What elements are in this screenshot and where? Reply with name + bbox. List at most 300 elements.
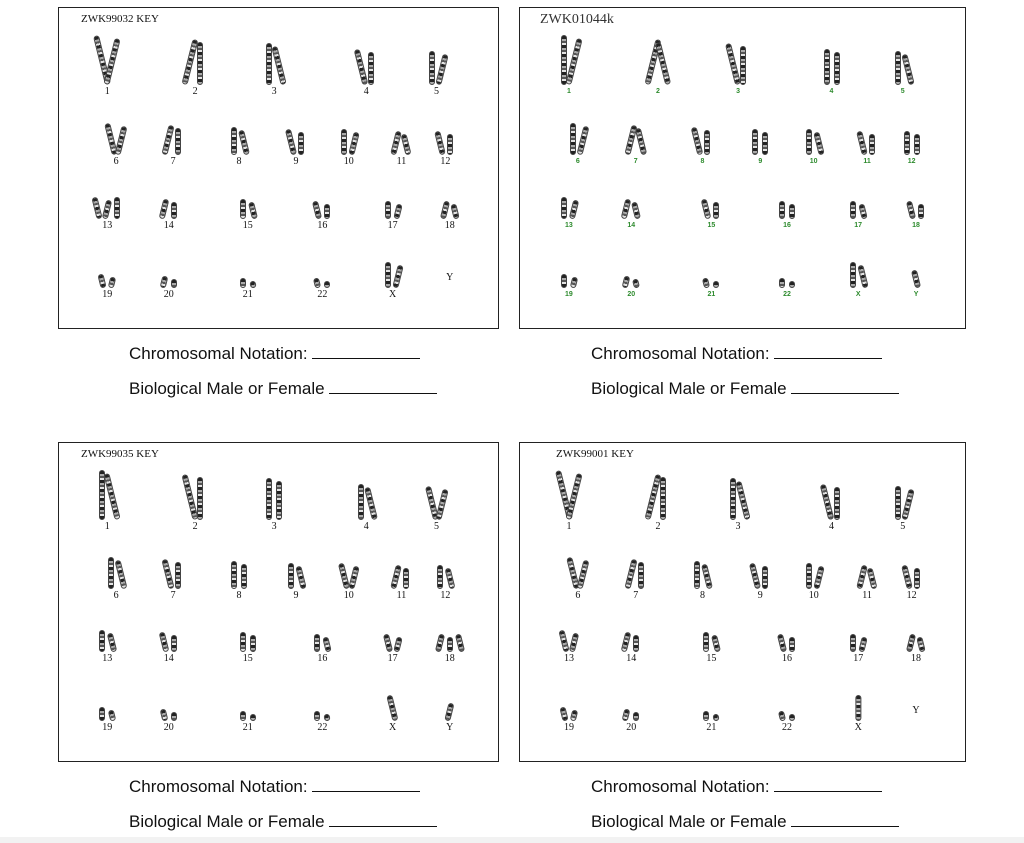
chromosome	[713, 281, 719, 288]
chromosome	[644, 474, 661, 520]
chromosome	[295, 566, 306, 590]
chromosome-number-label: 20	[163, 722, 174, 734]
chromosome	[393, 637, 402, 653]
chromosome-images	[288, 129, 304, 155]
chromosome-number-label: X	[389, 722, 397, 734]
chromosome-images	[650, 474, 666, 520]
chromosome-images	[623, 709, 639, 721]
chromosome	[570, 277, 578, 289]
chromosome-pair-11	[393, 131, 409, 167]
chromosome	[850, 201, 856, 219]
chromosome	[895, 486, 901, 520]
chromosome	[348, 132, 359, 156]
chromosome-number-label: 14	[626, 653, 637, 665]
chromosome-number-label: 1	[104, 86, 110, 98]
chromosome	[99, 630, 105, 652]
chromosome-pair-15	[703, 632, 719, 664]
karyotype-image	[59, 443, 498, 761]
chromosome	[159, 276, 168, 289]
chromosome-pair-1	[561, 470, 577, 532]
chromosome-pair-18	[908, 201, 924, 231]
chromosome-number-label: 14	[163, 219, 174, 231]
chromosome-number-label: 14	[163, 653, 174, 665]
sex-label: Biological Male or Female	[591, 812, 787, 831]
chromosome-pair-2	[650, 39, 666, 97]
chromosome	[455, 634, 465, 653]
chromosome-number-label: Y	[446, 272, 454, 284]
chromosome	[911, 270, 921, 289]
chromosome-pair-3	[730, 478, 746, 532]
chromosome	[914, 568, 920, 589]
chromosome-pair-21	[703, 711, 719, 733]
chromosome	[392, 265, 403, 289]
chromosome	[182, 39, 199, 85]
chromosome-number-label: 9	[757, 590, 763, 601]
chromosome	[447, 134, 453, 155]
chromosome-number-label: 7	[170, 156, 176, 167]
chromosome-images	[895, 486, 911, 520]
chromosome-pair-17	[385, 634, 401, 664]
chromosome-images	[187, 39, 203, 85]
chromosome	[108, 277, 116, 289]
chromosome-number-label: 19	[563, 722, 574, 734]
chromosome	[779, 278, 785, 288]
chromosome-images	[859, 131, 875, 155]
chromosome	[115, 126, 128, 156]
chromosome	[762, 566, 768, 589]
chromosome	[570, 123, 576, 155]
chromosome-number-label: 13	[102, 653, 113, 665]
chromosome	[576, 560, 589, 590]
chromosome-images	[779, 634, 795, 652]
chromosome	[158, 632, 169, 653]
chromosome-pair-21	[240, 711, 256, 733]
chromosome-images	[623, 632, 639, 652]
chromosome	[655, 42, 671, 85]
chromosome-pair-14	[161, 199, 177, 231]
chromosome	[248, 201, 258, 219]
chromosome-pair-11	[859, 131, 875, 167]
chromosome-pair-7	[628, 125, 644, 167]
chromosome	[565, 38, 582, 85]
chromosome	[702, 278, 710, 289]
chromosome	[806, 129, 812, 155]
chromosome-images	[561, 197, 577, 219]
chromosome-images	[561, 707, 577, 721]
chromosome	[250, 714, 256, 721]
chromosome-number-label: X	[389, 289, 397, 301]
chromosome	[850, 262, 856, 288]
chromosome-number-label: 16	[317, 653, 328, 665]
chromosome-number-label: 21	[707, 291, 716, 299]
chromosome-pair-x	[850, 262, 866, 300]
chromosome-pair-8	[694, 561, 710, 601]
chromosome	[850, 634, 856, 652]
chromosome-pair-18	[442, 201, 458, 231]
chromosome-number-label: X	[854, 722, 862, 734]
notation-question-2	[591, 342, 882, 364]
chromosome-pair-6	[570, 557, 586, 601]
chromosome-pair-11	[393, 565, 409, 601]
chromosome-number-label: 7	[633, 158, 638, 165]
chromosome	[906, 634, 916, 653]
chromosome-images	[385, 262, 401, 288]
chromosome-images	[165, 559, 181, 589]
chromosome-number-label: 11	[396, 156, 407, 167]
chromosome	[621, 198, 632, 219]
chromosome-pair-5	[895, 51, 911, 97]
chromosome	[364, 487, 378, 520]
chromosome-images	[358, 484, 374, 520]
chromosome-number-label: 11	[396, 590, 407, 601]
chromosome-pair-18	[437, 634, 463, 664]
chromosome-number-label: 21	[242, 289, 253, 301]
chromosome-images	[240, 711, 256, 721]
chromosome-number-label: 16	[317, 219, 328, 231]
chromosome-images	[824, 49, 840, 85]
chromosome	[108, 557, 114, 589]
chromosome-pair-19	[561, 274, 577, 300]
chromosome	[102, 199, 112, 219]
chromosome	[901, 565, 913, 590]
chromosome	[635, 128, 647, 156]
chromosome	[435, 54, 448, 86]
sex-answer-blank[interactable]	[329, 810, 437, 827]
chromosome-images	[895, 51, 911, 85]
chromosome-images	[108, 123, 124, 155]
chromosome	[824, 49, 830, 85]
chromosome-number-label: 4	[829, 88, 834, 96]
chromosome-images	[855, 695, 861, 721]
chromosome	[789, 714, 795, 721]
chromosome-number-label: 8	[236, 156, 242, 167]
chromosome	[401, 134, 412, 156]
sex-answer-blank[interactable]	[329, 377, 437, 394]
chromosome-images	[628, 125, 644, 155]
chromosome-images	[779, 201, 795, 219]
karyotype-panel-zwk99032	[58, 7, 499, 329]
chromosome-pair-15	[240, 199, 256, 231]
chromosome	[440, 200, 450, 219]
chromosome-images	[908, 634, 924, 652]
chromosome	[914, 134, 920, 155]
chromosome-number-label: 15	[706, 653, 717, 665]
chromosome-images	[385, 634, 401, 652]
chromosome-number-label: Y	[912, 705, 920, 717]
chromosome-pair-7	[165, 125, 181, 167]
chromosome	[266, 478, 272, 520]
chromosome-number-label: 11	[862, 590, 872, 601]
chromosome	[869, 134, 875, 155]
chromosome-images	[779, 278, 795, 288]
chromosome	[104, 38, 121, 85]
chromosome	[92, 196, 103, 219]
chromosome-images	[806, 129, 822, 155]
chromosome-pair-9	[288, 129, 304, 167]
chromosome-pair-17	[850, 201, 866, 231]
panel-title: ZWK99035 KEY	[81, 448, 159, 460]
chromosome-images	[752, 129, 768, 155]
chromosome-images	[904, 565, 920, 589]
chromosome-pair-22	[779, 278, 795, 300]
chromosome-images	[231, 561, 247, 589]
chromosome-images	[730, 43, 746, 85]
chromosome-pair-5	[429, 486, 445, 532]
chromosome-images	[561, 35, 577, 85]
chromosome	[570, 710, 578, 722]
notation-question-4	[591, 775, 882, 797]
notation-label: Chromosomal Notation:	[591, 777, 770, 796]
notation-label: Chromosomal Notation:	[129, 344, 308, 363]
chromosome	[740, 46, 746, 85]
chromosome	[312, 200, 322, 219]
chromosome	[288, 563, 294, 589]
chromosome-pair-21	[703, 278, 719, 300]
sex-label: Biological Male or Female	[591, 379, 787, 398]
chromosome-images	[99, 35, 115, 85]
chromosome-images	[913, 270, 919, 288]
chromosome-images	[703, 632, 719, 652]
chromosome-number-label: 18	[444, 653, 455, 665]
chromosome-pair-6	[570, 123, 586, 167]
karyotype-image	[520, 443, 965, 761]
chromosome	[789, 281, 795, 288]
sex-answer-blank[interactable]	[791, 377, 899, 394]
chromosome	[385, 262, 391, 288]
chromosome	[622, 709, 631, 722]
chromosome-number-label: 1	[566, 520, 572, 532]
notation-question-3	[129, 775, 420, 797]
chromosome	[391, 131, 403, 156]
chromosome	[324, 281, 330, 288]
chromosome-images	[390, 695, 396, 721]
chromosome	[834, 52, 840, 85]
chromosome	[450, 203, 459, 219]
chromosome-pair-13	[99, 630, 115, 664]
chromosome	[108, 710, 116, 722]
chromosome-number-label: 5	[900, 520, 906, 532]
chromosome	[711, 635, 721, 653]
chromosome-number-label: 1	[104, 520, 110, 532]
chromosome-pair-14	[623, 632, 639, 664]
chromosome-number-label: 7	[633, 590, 639, 601]
chromosome-pair-1	[561, 35, 577, 97]
chromosome	[895, 51, 901, 85]
chromosome	[901, 489, 914, 521]
chromosome-pair-9	[752, 129, 768, 167]
notation-answer-blank[interactable]	[774, 775, 882, 792]
chromosome	[285, 129, 297, 156]
chromosome-pair-15	[703, 199, 719, 231]
chromosome-images	[561, 630, 577, 652]
chromosome-images	[165, 125, 181, 155]
chromosome-number-label: 20	[626, 722, 637, 734]
chromosome-number-label: 10	[343, 156, 354, 167]
panel-title: ZWK99001 KEY	[556, 448, 634, 460]
chromosome-images	[266, 43, 282, 85]
chromosome-number-label: 11	[863, 158, 871, 165]
chromosome	[434, 131, 446, 156]
chromosome-images	[806, 563, 822, 589]
notation-answer-blank[interactable]	[312, 775, 420, 792]
chromosome-images	[99, 707, 115, 721]
chromosome-pair-13	[94, 197, 120, 231]
chromosome	[916, 637, 925, 653]
chromosome-number-label: 17	[387, 653, 398, 665]
chromosome	[569, 199, 579, 219]
chromosome-pair-2	[187, 474, 203, 532]
chromosome-images	[650, 39, 666, 85]
chromosome-images	[161, 199, 177, 219]
chromosome-pair-1	[99, 470, 115, 532]
chromosome-pair-7	[165, 559, 181, 601]
chromosome	[107, 633, 117, 653]
sex-answer-blank[interactable]	[791, 810, 899, 827]
chromosome-images	[561, 274, 577, 288]
chromosome	[114, 197, 120, 219]
chromosome-pair-3	[266, 43, 282, 97]
chromosome	[383, 634, 393, 653]
chromosome-number-label: 3	[271, 86, 277, 98]
chromosome-number-label: 2	[192, 520, 198, 532]
chromosome	[631, 201, 641, 219]
chromosome-pair-22	[314, 711, 330, 733]
chromosome	[855, 695, 861, 721]
chromosome	[445, 703, 455, 722]
chromosome-images	[341, 563, 357, 589]
chromosome	[104, 473, 121, 520]
chromosome-number-label: 6	[113, 156, 119, 167]
chromosome-number-label: 2	[655, 520, 661, 532]
chromosome-pair-6	[108, 123, 124, 167]
sex-label: Biological Male or Female	[129, 812, 325, 831]
chromosome	[694, 561, 700, 589]
chromosome-images	[108, 557, 124, 589]
chromosome	[906, 200, 916, 219]
chromosome-images	[850, 634, 866, 652]
chromosome-pair-2	[187, 39, 203, 97]
chromosome-pair-4	[358, 49, 374, 97]
chromosome	[749, 563, 761, 590]
chromosome	[447, 637, 453, 652]
chromosome-pair-9	[752, 563, 768, 601]
chromosome-pair-10	[806, 563, 822, 601]
chromosome	[561, 274, 567, 288]
panel-title: ZWK01044k	[540, 12, 614, 27]
chromosome	[632, 279, 640, 289]
chromosome	[777, 634, 787, 653]
chromosome-pair-10	[341, 129, 357, 167]
chromosome-images	[161, 276, 177, 288]
chromosome	[559, 707, 568, 722]
chromosome-images	[99, 630, 115, 652]
chromosome-pair-10	[341, 563, 357, 601]
chromosome-pair-8	[231, 561, 247, 601]
chromosome	[197, 477, 203, 520]
chromosome-pair-12	[437, 565, 453, 601]
chromosome	[240, 199, 246, 219]
chromosome-pair-17	[385, 201, 401, 231]
chromosome	[834, 487, 840, 520]
chromosome-pair-20	[623, 709, 639, 733]
chromosome-number-label: 19	[102, 722, 113, 734]
chromosome-number-label: 12	[440, 590, 451, 601]
chromosome	[856, 131, 868, 156]
chromosome-pair-13	[561, 197, 577, 231]
chromosome	[565, 473, 582, 520]
chromosome-pair-x	[389, 695, 396, 733]
chromosome	[162, 559, 175, 590]
chromosome-pair-y	[446, 270, 453, 283]
chromosome-images	[393, 565, 409, 589]
chromosome	[323, 637, 332, 653]
chromosome	[638, 562, 644, 589]
chromosome-number-label: 16	[783, 221, 791, 229]
chromosome	[633, 635, 639, 652]
chromosome-images	[824, 484, 840, 520]
page-bottom-strip	[0, 837, 1024, 843]
chromosome	[175, 562, 181, 589]
notation-answer-blank[interactable]	[312, 342, 420, 359]
chromosome	[660, 477, 666, 520]
chromosome-images	[429, 486, 445, 520]
chromosome-images	[570, 557, 586, 589]
chromosome-pair-20	[161, 709, 177, 733]
chromosome	[703, 711, 709, 721]
chromosome	[904, 131, 910, 155]
chromosome-pair-5	[429, 51, 445, 97]
chromosome	[298, 132, 304, 155]
chromosome-images	[314, 278, 330, 288]
karyotype-image	[520, 8, 965, 328]
chromosome-pair-12	[904, 565, 920, 601]
chromosome	[240, 278, 246, 288]
chromosome-images	[358, 49, 374, 85]
chromosome	[354, 49, 369, 85]
chromosome-number-label: 1	[566, 88, 571, 96]
chromosome	[857, 265, 868, 289]
chromosome-number-label: 10	[809, 158, 818, 165]
chromosome-number-label: 9	[293, 590, 299, 601]
chromosome	[633, 712, 639, 721]
chromosome	[867, 568, 878, 590]
chromosome	[779, 201, 785, 219]
chromosome	[819, 484, 834, 520]
chromosome	[713, 202, 719, 219]
chromosome-images	[240, 278, 256, 288]
chromosome	[159, 709, 168, 722]
chromosome-pair-3	[266, 478, 282, 532]
karyotype-panel-zwk99035	[58, 442, 499, 762]
chromosome-images	[442, 201, 458, 219]
chromosome-images	[694, 561, 710, 589]
karyotype-panel-zwk01044k	[519, 7, 966, 329]
chromosome-pair-22	[314, 278, 330, 300]
chromosome	[918, 204, 924, 219]
chromosome	[115, 560, 128, 590]
chromosome-number-label: 2	[192, 86, 198, 98]
chromosome	[324, 204, 330, 219]
chromosome	[701, 198, 712, 219]
chromosome	[175, 128, 181, 155]
notation-answer-blank[interactable]	[774, 342, 882, 359]
chromosome-images	[429, 51, 445, 85]
chromosome-number-label: 5	[434, 520, 440, 532]
chromosome-number-label: 13	[565, 221, 573, 229]
chromosome	[703, 632, 709, 652]
chromosome	[171, 279, 177, 288]
chromosome-images	[570, 123, 586, 155]
